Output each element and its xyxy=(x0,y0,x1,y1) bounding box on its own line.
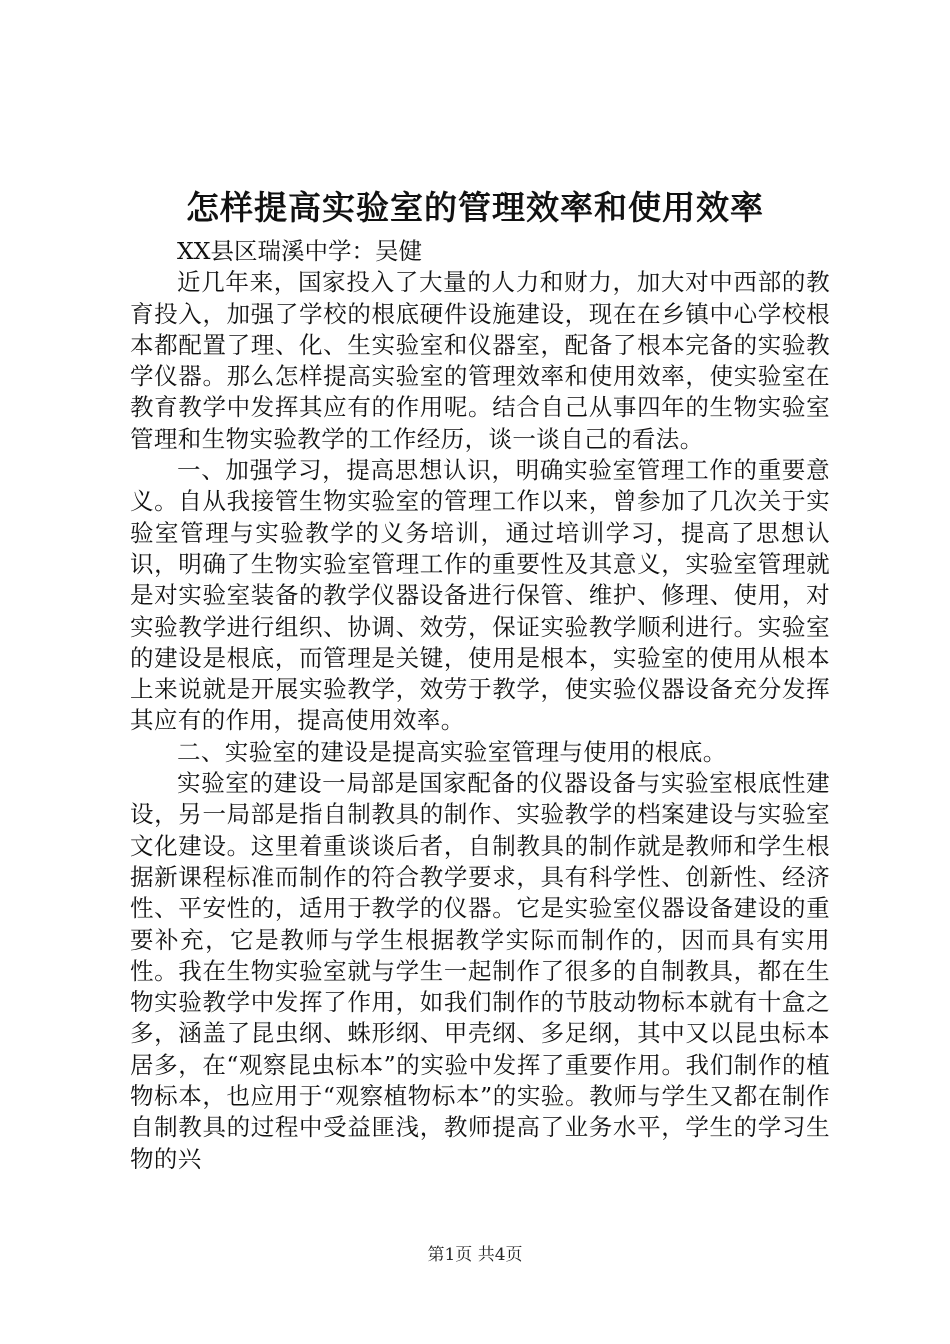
document-body xyxy=(130,236,830,1175)
page-number-footer: 第1页 共4页 xyxy=(427,1245,523,1265)
document-title: 怎样提高实验室的管理效率和使用效率 xyxy=(186,188,764,227)
author-byline: XX县区瑞溪中学：吴健 xyxy=(177,237,422,265)
section-two-heading: 二、实验室的建设是提高实验室管理与使用的根底。 xyxy=(177,737,727,766)
paragraph-section-one: 一、加强学习，提高思想认识，明确实验室管理工作的重要意义。自从我接管生物实验室的管理工作以来，曾参加了几次关于实验室管理与实验教学的义务培训，通过培训学习，提高了思想认识，明确了生物实验室管理工作的重要性及其意义，实验室管理就是对实验室装备的教学仪器设备进行保管、维护、修理、使用，对实验教学进行组织、协调、效劳，保证实验教学顺利进行。实验室的建设是根底，而管理是关键，使用是根本，实验室的使用从根本上来说就是开展实验教学，效劳于教学，使实验仪器设备充分发挥其应有的作用，提高使用效率。 xyxy=(130,456,830,735)
paragraph-section-two: 实验室的建设一局部是国家配备的仪器设备与实验室根底性建设，另一局部是指自制教具的制作、实验教学的档案建设与实验室文化建设。这里着重谈谈后者，自制教具的制作就是教师和学生根据新课程标准而制作的符合教学要求，具有科学性、创新性、经济性、平安性的，适用于教学的仪器。它是实验室仪器设备建设的重要补充，它是教师与学生根据教学实际而制作的，因而具有实用性。我在生物实验室就与学生一起制作了很多的自制教具，都在生物实验教学中发挥了作用，如我们制作的节肢动物标本就有十盒之多，涵盖了昆虫纲、蛛形纲、甲壳纲、多足纲，其中又以昆虫标本居多，在“观察昆虫标本”的实验中发挥了重要作用。我们制作的植物标本，也应用于“观察植物标本”的实验。教师与学生又都在制作自制教具的过程中受益匪浅，教师提高了业务水平，学生的学习生物的兴 xyxy=(130,769,830,1173)
paragraph-intro: 近几年来，国家投入了大量的人力和财力，加大对中西部的教育投入，加强了学校的根底硬件设施建设，现在在乡镇中心学校根本都配置了理、化、生实验室和仪器室，配备了根本完备的实验教学仪器。那么怎样提高实验室的管理效率和使用效率，使实验室在教育教学中发挥其应有的作用呢。结合自己从事四年的生物实验室管理和生物实验教学的工作经历，谈一谈自己的看法。 xyxy=(130,268,830,453)
